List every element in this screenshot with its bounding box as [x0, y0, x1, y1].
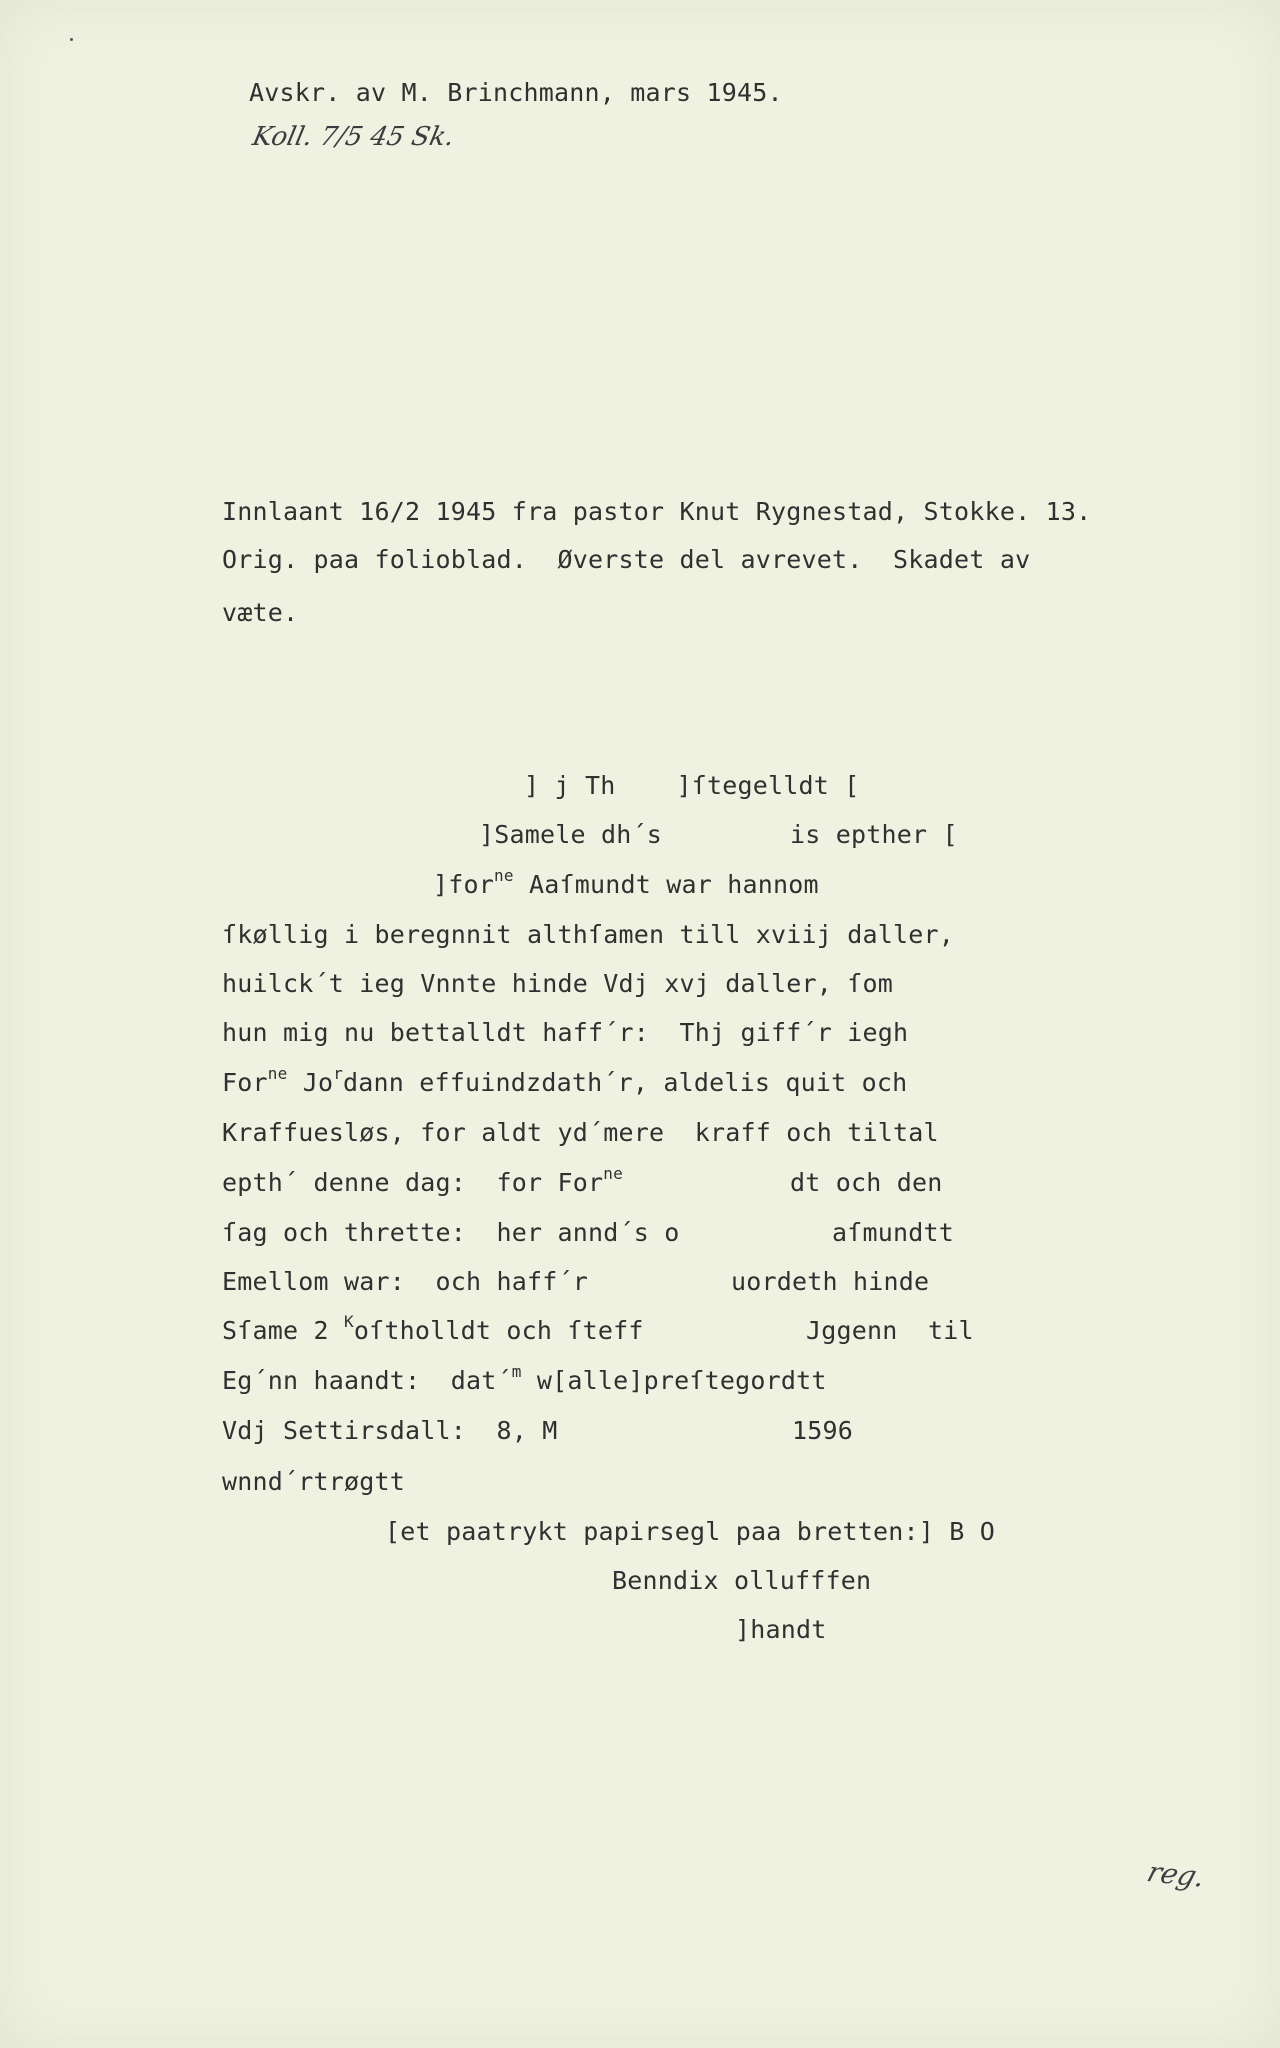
- transcript-line-10b: aſmundtt: [832, 1218, 955, 1247]
- superscript: K: [344, 1312, 354, 1331]
- transcript-line-15: wnnd´rtrøgtt: [222, 1467, 406, 1496]
- transcript-line-17: Benndix ollufffen: [612, 1566, 872, 1595]
- text-segment: Aaſmundt war hannom: [513, 870, 819, 899]
- transcript-line-18: ]handt: [735, 1615, 827, 1644]
- registration-line-2: Orig. paa folioblad. Øverste del avrevet. Skadet av: [222, 545, 1031, 574]
- transcript-line-3: [433, 866, 819, 900]
- transcript-line-2a: ]Samele dh´s: [479, 820, 663, 849]
- registration-line-3: væte.: [222, 598, 299, 627]
- transcript-line-1: ] j Th ]ſtegelldt [: [524, 771, 860, 800]
- transcript-line-2b: is epther [: [790, 820, 958, 849]
- text-segment: Sſame 2: [222, 1316, 345, 1345]
- transcript-line-8: Kraffuesløs, for aldt yd´mere kraff och tiltal: [222, 1118, 939, 1147]
- text-segment: oſtholldt och ſteff: [353, 1316, 644, 1345]
- transcript-line-5: huilck´t ieg Vnnte hinde Vdj xvj daller, ſom: [222, 969, 894, 998]
- superscript: ne: [267, 1064, 288, 1083]
- header-title: Avskr. av M. Brinchmann, mars 1945.: [249, 78, 783, 107]
- transcript-line-16: [et paatrykt papirsegl paa bretten:] B O: [385, 1517, 996, 1546]
- transcript-line-13: [222, 1362, 827, 1396]
- transcript-line-9b: dt och den: [790, 1168, 943, 1197]
- text-segment: Jo: [287, 1068, 334, 1097]
- paper-speck: [70, 38, 73, 41]
- text-segment: ]for: [433, 870, 495, 899]
- superscript: r: [333, 1064, 344, 1083]
- text-segment: w[alle]preſtegordtt: [521, 1366, 827, 1395]
- transcript-line-10a: ſag och thrette: her annd´s o: [222, 1218, 680, 1247]
- transcript-line-9a: [222, 1164, 623, 1198]
- superscript: ne: [494, 866, 514, 885]
- text-segment: epth´ denne dag: for For: [222, 1168, 604, 1197]
- transcript-line-14a: Vdj Settirsdall: 8, M: [222, 1416, 558, 1445]
- transcript-line-7: [222, 1064, 908, 1098]
- transcript-line-12a: [222, 1312, 644, 1346]
- transcript-line-14b: 1596: [792, 1416, 854, 1445]
- transcript-line-4: ſkøllig i beregnnit althſamen till xviij daller,: [222, 920, 955, 949]
- text-segment: Eg´nn haandt: dat´: [222, 1366, 512, 1395]
- text-segment: dann effuindzdath´r, aldelis quit och: [343, 1068, 908, 1097]
- transcript-line-11b: uordeth hinde: [731, 1267, 930, 1296]
- handwritten-reg-mark: reg.: [1143, 1855, 1210, 1894]
- transcript-line-6: hun mig nu bettalldt haff´r: Thj giff´r iegh: [222, 1018, 909, 1047]
- handwritten-note: Koll. 7/5 45 Sk.: [249, 122, 458, 152]
- transcript-line-12b: Jggenn til: [806, 1316, 974, 1345]
- transcript-line-11a: Emellom war: och haff´r: [222, 1267, 589, 1296]
- text-segment: For: [222, 1068, 268, 1097]
- superscript: m: [511, 1362, 522, 1381]
- registration-line-1: Innlaant 16/2 1945 fra pastor Knut Rygnestad, Stokke. 13.: [222, 497, 1092, 526]
- superscript: ne: [603, 1164, 623, 1183]
